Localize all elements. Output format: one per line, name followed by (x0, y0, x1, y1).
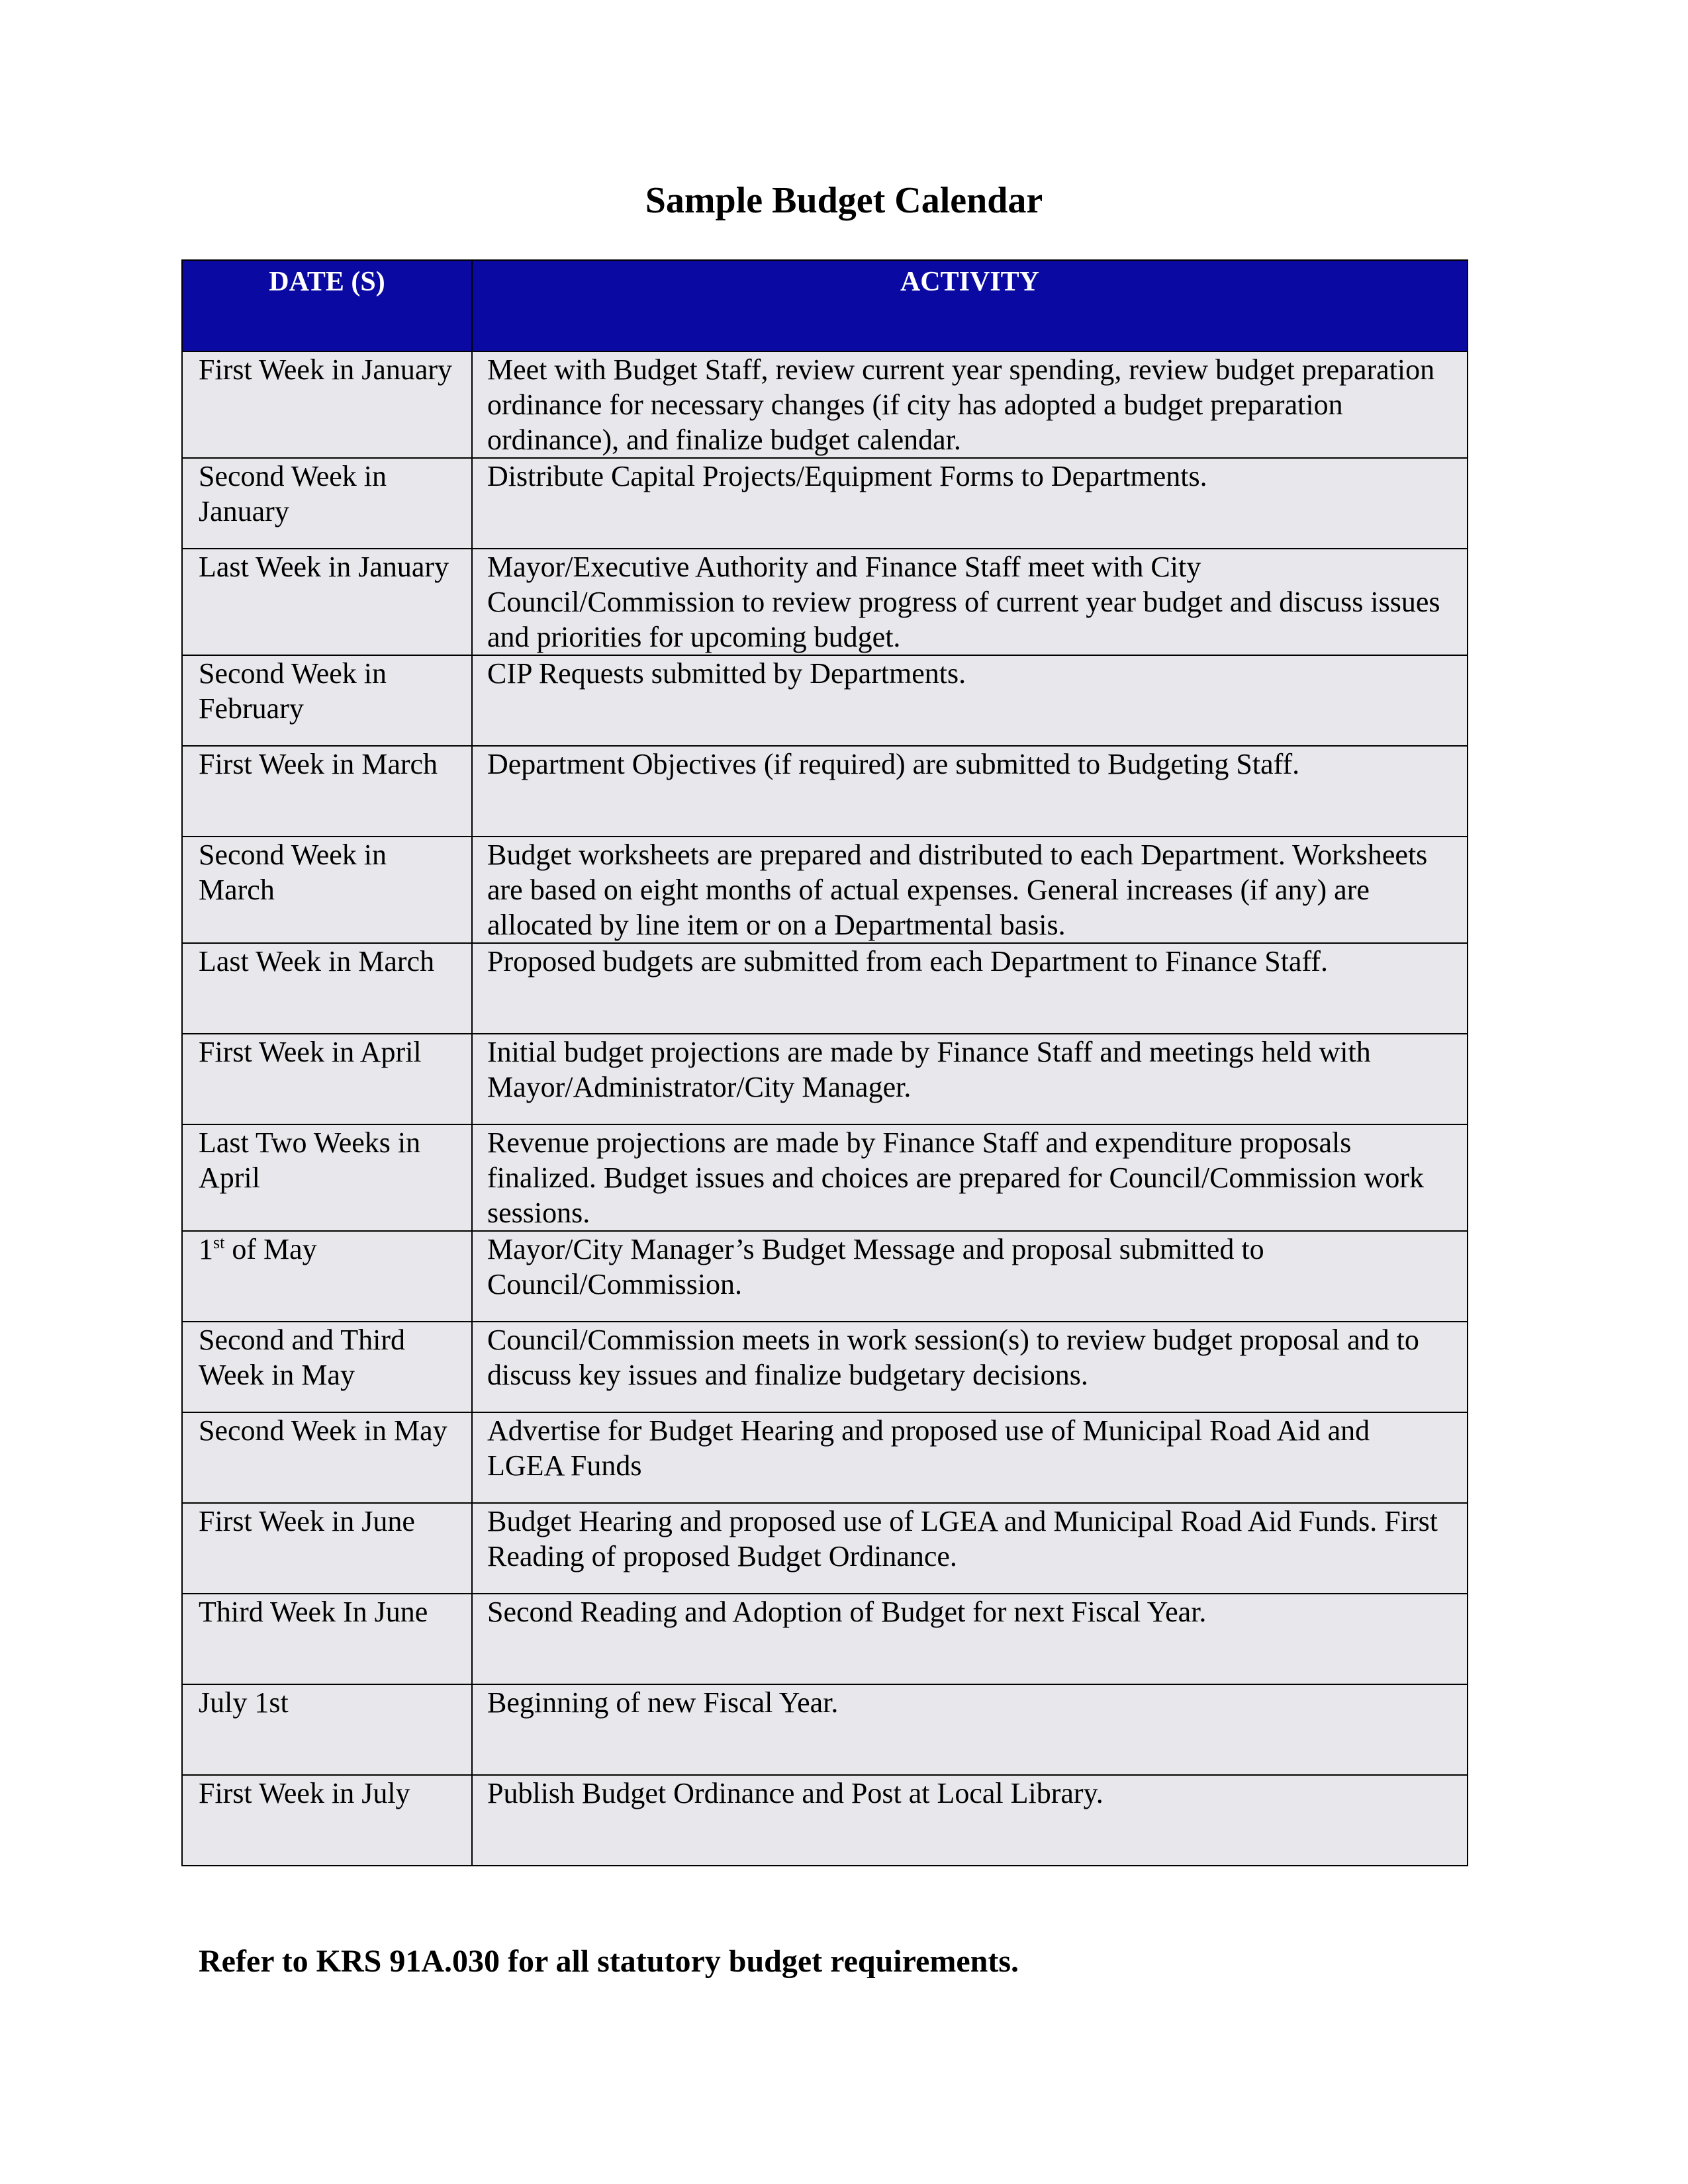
table-row (182, 1034, 1468, 1124)
table-row (182, 943, 1468, 1034)
column-header-date: DATE (S) (182, 260, 472, 351)
activity-cell: CIP Requests submitted by Departments. (472, 655, 1468, 746)
date-cell: Second Week in March (182, 837, 472, 943)
table-row (182, 1124, 1468, 1231)
date-cell: Second Week in January (182, 458, 472, 549)
activity-cell: Mayor/Executive Authority and Finance Staff meet with City Council/Commission to review progress of current year budget and discuss issues and priorities for upcoming budget. (472, 549, 1468, 655)
activity-cell: Initial budget projections are made by Finance Staff and meetings held with Mayor/Administrator/City Manager. (472, 1034, 1468, 1124)
date-cell (182, 1231, 472, 1322)
date-cell: Second Week in May (182, 1412, 472, 1503)
activity-cell: Budget Hearing and proposed use of LGEA and Municipal Road Aid Funds. First Reading of proposed Budget Ordinance. (472, 1503, 1468, 1594)
table-row (182, 549, 1468, 655)
activity-cell: Publish Budget Ordinance and Post at Local Library. (472, 1775, 1468, 1866)
table-row (182, 1322, 1468, 1412)
activity-cell: Budget worksheets are prepared and distributed to each Department. Worksheets are based on eight months of actual expenses. General increases (if any) are allocated by line item or on a Departmental basis. (472, 837, 1468, 943)
activity-cell: Advertise for Budget Hearing and proposed use of Municipal Road Aid and LGEA Funds (472, 1412, 1468, 1503)
table-row (182, 746, 1468, 837)
activity-cell: Mayor/City Manager’s Budget Message and proposal submitted to Council/Commission. (472, 1231, 1468, 1322)
table-row (182, 1684, 1468, 1775)
activity-cell: Revenue projections are made by Finance Staff and expenditure proposals finalized. Budget issues and choices are prepared for Council/Commission work sessions. (472, 1124, 1468, 1231)
table-row (182, 655, 1468, 746)
date-cell: Second and Third Week in May (182, 1322, 472, 1412)
table-row (182, 1775, 1468, 1866)
date-cell: First Week in July (182, 1775, 472, 1866)
activity-cell: Meet with Budget Staff, review current year spending, review budget preparation ordinance for necessary changes (if city has adopted a budget preparation ordinance), and finalize budget calendar. (472, 351, 1468, 458)
date-cell: Last Week in March (182, 943, 472, 1034)
date-cell: First Week in January (182, 351, 472, 458)
activity-cell: Second Reading and Adoption of Budget for next Fiscal Year. (472, 1594, 1468, 1684)
activity-cell: Proposed budgets are submitted from each Department to Finance Staff. (472, 943, 1468, 1034)
date-cell: First Week in June (182, 1503, 472, 1594)
date-ordinal-suffix: st (213, 1233, 225, 1252)
date-cell: First Week in March (182, 746, 472, 837)
date-cell: Last Two Weeks in April (182, 1124, 472, 1231)
table-row (182, 1412, 1468, 1503)
date-cell: Second Week in February (182, 655, 472, 746)
table-header-row (182, 260, 1468, 351)
table-row (182, 458, 1468, 549)
date-cell: July 1st (182, 1684, 472, 1775)
activity-cell: Distribute Capital Projects/Equipment Forms to Departments. (472, 458, 1468, 549)
date-day-number: 1 (199, 1233, 213, 1265)
table-row (182, 837, 1468, 943)
table-row (182, 1503, 1468, 1594)
table-row (182, 1594, 1468, 1684)
date-cell: Third Week In June (182, 1594, 472, 1684)
date-cell: First Week in April (182, 1034, 472, 1124)
table-row (182, 1231, 1468, 1322)
activity-cell: Council/Commission meets in work session(s) to review budget proposal and to discuss key issues and finalize budgetary decisions. (472, 1322, 1468, 1412)
date-month-text: of May (224, 1233, 317, 1265)
statutory-reference-note: Refer to KRS 91A.030 for all statutory budget requirements. (199, 1944, 1019, 1979)
budget-calendar-table (181, 259, 1468, 1866)
date-cell: Last Week in January (182, 549, 472, 655)
page-title: Sample Budget Calendar (645, 180, 1043, 221)
activity-cell: Department Objectives (if required) are submitted to Budgeting Staff. (472, 746, 1468, 837)
column-header-activity: ACTIVITY (472, 260, 1468, 351)
activity-cell: Beginning of new Fiscal Year. (472, 1684, 1468, 1775)
table-row (182, 351, 1468, 458)
